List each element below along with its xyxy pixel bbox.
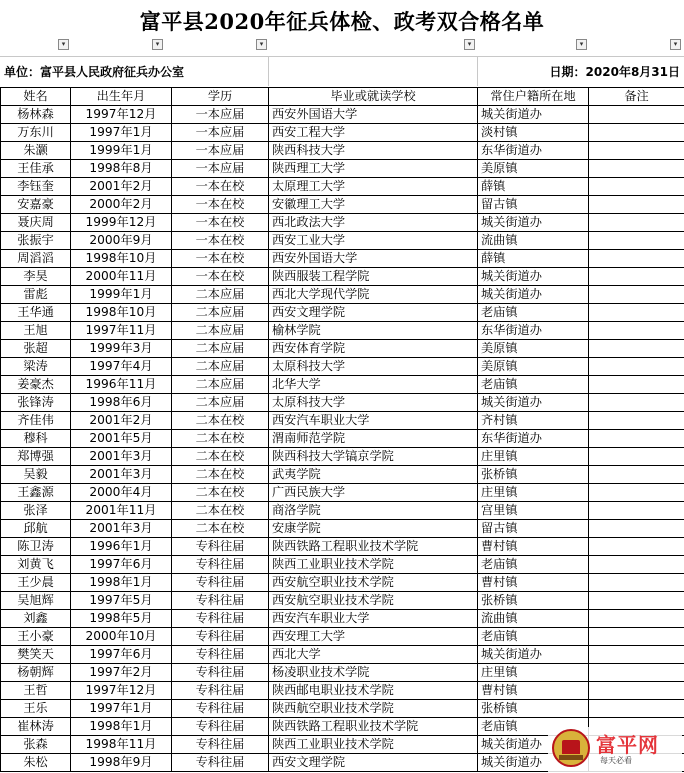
- site-watermark-logo: [548, 727, 682, 773]
- cell-education[interactable]: 专科往届: [172, 682, 269, 700]
- cell-education[interactable]: 一本在校: [172, 250, 269, 268]
- cell-remarks[interactable]: [589, 556, 684, 574]
- cell-residence[interactable]: 城关街道办: [478, 394, 589, 412]
- cell-residence[interactable]: 老庙镇: [478, 628, 589, 646]
- cell-name[interactable]: 杨林森: [1, 106, 71, 124]
- table-row: [1, 610, 684, 628]
- cell-remarks[interactable]: [589, 682, 684, 700]
- cell-school[interactable]: 陕西服装工程学院: [269, 268, 478, 286]
- cell-name[interactable]: 陈卫涛: [1, 538, 71, 556]
- cell-residence[interactable]: 张桥镇: [478, 592, 589, 610]
- cell-birth[interactable]: 1996年11月: [71, 376, 172, 394]
- cell-residence[interactable]: 城关街道办: [478, 736, 589, 754]
- cell-name[interactable]: 郑博强: [1, 448, 71, 466]
- cell-education[interactable]: 一本应届: [172, 142, 269, 160]
- cell-name[interactable]: 吴毅: [1, 466, 71, 484]
- cell-school[interactable]: 陕西铁路工程职业技术学院: [269, 718, 478, 736]
- cell-residence[interactable]: 老庙镇: [478, 376, 589, 394]
- cell-school[interactable]: 西安理工大学: [269, 628, 478, 646]
- cell-birth[interactable]: 2001年3月: [71, 520, 172, 538]
- table-row: [1, 142, 684, 160]
- cell-birth[interactable]: 2001年5月: [71, 430, 172, 448]
- cell-name[interactable]: 安嘉豪: [1, 196, 71, 214]
- cell-education[interactable]: 二本在校: [172, 430, 269, 448]
- cell-remarks[interactable]: [589, 160, 684, 178]
- cell-education[interactable]: 一本在校: [172, 232, 269, 250]
- cell-name[interactable]: 周滔滔: [1, 250, 71, 268]
- table-header-row: [1, 88, 684, 106]
- table-row: [1, 322, 684, 340]
- cell-remarks[interactable]: [589, 484, 684, 502]
- cell-education[interactable]: 二本应届: [172, 286, 269, 304]
- cell-birth[interactable]: 1999年1月: [71, 286, 172, 304]
- cell-education[interactable]: 二本应届: [172, 304, 269, 322]
- cell-residence[interactable]: 曹村镇: [478, 682, 589, 700]
- filter-dropdown-icon[interactable]: ▾: [256, 39, 267, 50]
- cell-birth[interactable]: 2001年2月: [71, 412, 172, 430]
- cell-school[interactable]: 西安文理学院: [269, 754, 478, 772]
- cell-education[interactable]: 一本应届: [172, 160, 269, 178]
- cell-name[interactable]: 张超: [1, 340, 71, 358]
- cell-education[interactable]: 二本在校: [172, 484, 269, 502]
- cell-education[interactable]: 一本应届: [172, 124, 269, 142]
- cell-school[interactable]: 西安外国语大学: [269, 106, 478, 124]
- cell-education[interactable]: 专科往届: [172, 628, 269, 646]
- cell-name[interactable]: 梁涛: [1, 358, 71, 376]
- column-header-residence[interactable]: 常住户籍所在地: [478, 88, 589, 106]
- cell-birth[interactable]: 1999年12月: [71, 214, 172, 232]
- cell-residence[interactable]: 薛镇: [478, 178, 589, 196]
- cell-name[interactable]: 杨朝辉: [1, 664, 71, 682]
- cell-birth[interactable]: 1997年6月: [71, 556, 172, 574]
- issue-date: 日期：2020年8月31日: [549, 65, 680, 79]
- cell-residence[interactable]: 曹村镇: [478, 574, 589, 592]
- filter-dropdown-icon[interactable]: ▾: [576, 39, 587, 50]
- cell-school[interactable]: 安康学院: [269, 520, 478, 538]
- cell-education[interactable]: 专科往届: [172, 592, 269, 610]
- cell-education[interactable]: 一本在校: [172, 268, 269, 286]
- cell-school[interactable]: 陕西理工大学: [269, 160, 478, 178]
- cell-birth[interactable]: 2001年11月: [71, 502, 172, 520]
- cell-school[interactable]: 西安航空职业技术学院: [269, 574, 478, 592]
- qualified-list-table: [0, 87, 684, 772]
- cell-name[interactable]: 邱航: [1, 520, 71, 538]
- cell-remarks[interactable]: [589, 538, 684, 556]
- table-row: [1, 628, 684, 646]
- cell-remarks[interactable]: [589, 502, 684, 520]
- cell-school[interactable]: 陕西工业职业技术学院: [269, 556, 478, 574]
- table-row: [1, 484, 684, 502]
- cell-remarks[interactable]: [589, 304, 684, 322]
- cell-residence[interactable]: 美原镇: [478, 160, 589, 178]
- cell-school[interactable]: 西北政法大学: [269, 214, 478, 232]
- cell-remarks[interactable]: [589, 322, 684, 340]
- cell-education[interactable]: 专科往届: [172, 610, 269, 628]
- cell-remarks[interactable]: [589, 232, 684, 250]
- cell-name[interactable]: 雷彪: [1, 286, 71, 304]
- cell-birth[interactable]: 1998年10月: [71, 250, 172, 268]
- cell-school[interactable]: 西安汽车职业大学: [269, 610, 478, 628]
- cell-name[interactable]: 崔林涛: [1, 718, 71, 736]
- cell-remarks[interactable]: [589, 574, 684, 592]
- cell-education[interactable]: 专科往届: [172, 754, 269, 772]
- cell-residence[interactable]: 齐村镇: [478, 412, 589, 430]
- cell-school[interactable]: 杨凌职业技术学院: [269, 664, 478, 682]
- cell-school[interactable]: 陕西邮电职业技术学院: [269, 682, 478, 700]
- cell-school[interactable]: 太原科技大学: [269, 358, 478, 376]
- table-row: [1, 502, 684, 520]
- cell-school[interactable]: 陕西科技大学镐京学院: [269, 448, 478, 466]
- cell-name[interactable]: 王旭: [1, 322, 71, 340]
- cell-residence[interactable]: 老庙镇: [478, 718, 589, 736]
- cell-birth[interactable]: 1999年3月: [71, 340, 172, 358]
- cell-residence[interactable]: 流曲镇: [478, 232, 589, 250]
- cell-residence[interactable]: 张桥镇: [478, 700, 589, 718]
- cell-residence[interactable]: 城关街道办: [478, 214, 589, 232]
- cell-name[interactable]: 万东川: [1, 124, 71, 142]
- cell-birth[interactable]: 1997年2月: [71, 664, 172, 682]
- cell-school[interactable]: 武夷学院: [269, 466, 478, 484]
- cell-remarks[interactable]: [589, 196, 684, 214]
- cell-remarks[interactable]: [589, 106, 684, 124]
- cell-birth[interactable]: 1998年1月: [71, 718, 172, 736]
- cell-education[interactable]: 一本在校: [172, 196, 269, 214]
- cell-name[interactable]: 张泽: [1, 502, 71, 520]
- cell-residence[interactable]: 老庙镇: [478, 304, 589, 322]
- cell-name[interactable]: 张振宇: [1, 232, 71, 250]
- cell-birth[interactable]: 1997年12月: [71, 682, 172, 700]
- cell-remarks[interactable]: [589, 448, 684, 466]
- column-header-remarks[interactable]: 备注: [589, 88, 684, 106]
- cell-remarks[interactable]: [589, 268, 684, 286]
- cell-remarks[interactable]: [589, 376, 684, 394]
- table-row: [1, 232, 684, 250]
- cell-school[interactable]: 北华大学: [269, 376, 478, 394]
- cell-education[interactable]: 专科往届: [172, 556, 269, 574]
- cell-name[interactable]: 朱灏: [1, 142, 71, 160]
- watermark-name: 富平网: [596, 733, 659, 757]
- cell-birth[interactable]: 2000年10月: [71, 628, 172, 646]
- cell-birth[interactable]: 1998年8月: [71, 160, 172, 178]
- cell-education[interactable]: 专科往届: [172, 574, 269, 592]
- cell-school[interactable]: 太原理工大学: [269, 178, 478, 196]
- filter-dropdown-icon[interactable]: ▾: [670, 39, 681, 50]
- table-row: [1, 700, 684, 718]
- cell-name[interactable]: 刘鑫: [1, 610, 71, 628]
- cell-name[interactable]: 刘黄飞: [1, 556, 71, 574]
- column-header-school[interactable]: 毕业或就读学校: [269, 88, 478, 106]
- cell-school[interactable]: 西安汽车职业大学: [269, 412, 478, 430]
- cell-birth[interactable]: 1998年11月: [71, 736, 172, 754]
- cell-education[interactable]: 二本在校: [172, 520, 269, 538]
- cell-remarks[interactable]: [589, 592, 684, 610]
- cell-name[interactable]: 王佳承: [1, 160, 71, 178]
- cell-name[interactable]: 李昊: [1, 268, 71, 286]
- filter-dropdown-icon[interactable]: ▾: [152, 39, 163, 50]
- table-row: [1, 664, 684, 682]
- cell-residence[interactable]: 薛镇: [478, 250, 589, 268]
- cell-birth[interactable]: 1997年6月: [71, 646, 172, 664]
- table-row: [1, 304, 684, 322]
- cell-birth[interactable]: 1998年6月: [71, 394, 172, 412]
- cell-name[interactable]: 王华通: [1, 304, 71, 322]
- cell-school[interactable]: 西安外国语大学: [269, 250, 478, 268]
- cell-name[interactable]: 王小豪: [1, 628, 71, 646]
- cell-name[interactable]: 聂庆周: [1, 214, 71, 232]
- filter-dropdown-icon[interactable]: ▾: [464, 39, 475, 50]
- table-row: [1, 268, 684, 286]
- table-row: [1, 646, 684, 664]
- cell-birth[interactable]: 1996年1月: [71, 538, 172, 556]
- cell-residence[interactable]: 曹村镇: [478, 538, 589, 556]
- cell-remarks[interactable]: [589, 286, 684, 304]
- cell-residence[interactable]: 留古镇: [478, 520, 589, 538]
- cell-remarks[interactable]: [589, 430, 684, 448]
- column-header-birth[interactable]: 出生年月: [71, 88, 172, 106]
- table-row: [1, 574, 684, 592]
- cell-remarks[interactable]: [589, 394, 684, 412]
- table-row: [1, 466, 684, 484]
- cell-education[interactable]: 专科往届: [172, 646, 269, 664]
- table-row: [1, 286, 684, 304]
- cell-name[interactable]: 齐佳伟: [1, 412, 71, 430]
- cell-residence[interactable]: 庄里镇: [478, 448, 589, 466]
- cell-name[interactable]: 王少晨: [1, 574, 71, 592]
- page-title: 富平县2020年征兵体检、政考双合格名单: [139, 9, 545, 34]
- tower-emblem-icon: [552, 729, 590, 767]
- cell-birth[interactable]: 1997年1月: [71, 700, 172, 718]
- cell-residence[interactable]: 庄里镇: [478, 484, 589, 502]
- cell-birth[interactable]: 2000年4月: [71, 484, 172, 502]
- cell-education[interactable]: 专科往届: [172, 664, 269, 682]
- cell-birth[interactable]: 1997年5月: [71, 592, 172, 610]
- cell-remarks[interactable]: [589, 520, 684, 538]
- table-row: [1, 556, 684, 574]
- cell-education[interactable]: 二本在校: [172, 502, 269, 520]
- cell-school[interactable]: 西北大学: [269, 646, 478, 664]
- cell-remarks[interactable]: [589, 178, 684, 196]
- cell-residence[interactable]: 城关街道办: [478, 754, 589, 772]
- cell-education[interactable]: 一本应届: [172, 106, 269, 124]
- cell-residence[interactable]: 张桥镇: [478, 466, 589, 484]
- cell-residence[interactable]: 美原镇: [478, 340, 589, 358]
- cell-residence[interactable]: 城关街道办: [478, 106, 589, 124]
- cell-education[interactable]: 二本应届: [172, 376, 269, 394]
- cell-remarks[interactable]: [589, 628, 684, 646]
- filter-dropdown-icon[interactable]: ▾: [58, 39, 69, 50]
- cell-birth[interactable]: 1998年9月: [71, 754, 172, 772]
- cell-remarks[interactable]: [589, 610, 684, 628]
- cell-residence[interactable]: 老庙镇: [478, 556, 589, 574]
- cell-school[interactable]: 商洛学院: [269, 502, 478, 520]
- table-row: [1, 592, 684, 610]
- cell-school[interactable]: 太原科技大学: [269, 394, 478, 412]
- cell-birth[interactable]: 2000年11月: [71, 268, 172, 286]
- cell-residence[interactable]: 东华街道办: [478, 142, 589, 160]
- cell-residence[interactable]: 流曲镇: [478, 610, 589, 628]
- cell-residence[interactable]: 淡村镇: [478, 124, 589, 142]
- table-row: [1, 394, 684, 412]
- cell-school[interactable]: 西北大学现代学院: [269, 286, 478, 304]
- cell-school[interactable]: 广西民族大学: [269, 484, 478, 502]
- cell-birth[interactable]: 1997年1月: [71, 124, 172, 142]
- cell-education[interactable]: 二本应届: [172, 340, 269, 358]
- cell-birth[interactable]: 1997年11月: [71, 322, 172, 340]
- table-row: [1, 196, 684, 214]
- table-row: [1, 538, 684, 556]
- cell-residence[interactable]: 城关街道办: [478, 268, 589, 286]
- filter-row: [0, 38, 684, 54]
- table-row: [1, 124, 684, 142]
- cell-remarks[interactable]: [589, 466, 684, 484]
- cell-residence[interactable]: 美原镇: [478, 358, 589, 376]
- cell-name[interactable]: 张森: [1, 736, 71, 754]
- cell-birth[interactable]: 2000年9月: [71, 232, 172, 250]
- cell-school[interactable]: 安徽理工大学: [269, 196, 478, 214]
- cell-name[interactable]: 李钰奎: [1, 178, 71, 196]
- cell-remarks[interactable]: [589, 340, 684, 358]
- cell-school[interactable]: 陕西铁路工程职业技术学院: [269, 538, 478, 556]
- column-header-name[interactable]: 姓名: [1, 88, 71, 106]
- cell-school[interactable]: 陕西科技大学: [269, 142, 478, 160]
- cell-remarks[interactable]: [589, 412, 684, 430]
- table-row: [1, 682, 684, 700]
- table-row: [1, 250, 684, 268]
- cell-education[interactable]: 二本应届: [172, 358, 269, 376]
- cell-name[interactable]: 樊笑天: [1, 646, 71, 664]
- cell-residence[interactable]: 留古镇: [478, 196, 589, 214]
- cell-education[interactable]: 二本应届: [172, 322, 269, 340]
- cell-birth[interactable]: 2001年3月: [71, 448, 172, 466]
- cell-education[interactable]: 专科往届: [172, 736, 269, 754]
- cell-education[interactable]: 专科往届: [172, 538, 269, 556]
- cell-name[interactable]: 穆科: [1, 430, 71, 448]
- cell-birth[interactable]: 1997年4月: [71, 358, 172, 376]
- cell-residence[interactable]: 宫里镇: [478, 502, 589, 520]
- cell-name[interactable]: 张锋涛: [1, 394, 71, 412]
- cell-remarks[interactable]: [589, 700, 684, 718]
- table-row: [1, 376, 684, 394]
- cell-remarks[interactable]: [589, 664, 684, 682]
- cell-remarks[interactable]: [589, 124, 684, 142]
- cell-residence[interactable]: 庄里镇: [478, 664, 589, 682]
- cell-residence[interactable]: 城关街道办: [478, 646, 589, 664]
- cell-residence[interactable]: 东华街道办: [478, 322, 589, 340]
- cell-residence[interactable]: 东华街道办: [478, 430, 589, 448]
- cell-education[interactable]: 专科往届: [172, 700, 269, 718]
- cell-name[interactable]: 朱松: [1, 754, 71, 772]
- table-row: [1, 448, 684, 466]
- cell-school[interactable]: 西安文理学院: [269, 304, 478, 322]
- cell-name[interactable]: 吴旭辉: [1, 592, 71, 610]
- table-row: [1, 520, 684, 538]
- table-row: [1, 106, 684, 124]
- table-row: [1, 430, 684, 448]
- cell-school[interactable]: 渭南师范学院: [269, 430, 478, 448]
- watermark-slogan: 每天必看: [600, 756, 632, 765]
- table-row: [1, 340, 684, 358]
- column-header-education[interactable]: 学历: [172, 88, 269, 106]
- cell-remarks[interactable]: [589, 358, 684, 376]
- cell-remarks[interactable]: [589, 250, 684, 268]
- cell-school[interactable]: 西安航空职业技术学院: [269, 592, 478, 610]
- cell-school[interactable]: 西安工业大学: [269, 232, 478, 250]
- cell-birth[interactable]: 1997年12月: [71, 106, 172, 124]
- cell-education[interactable]: 一本在校: [172, 214, 269, 232]
- cell-name[interactable]: 王鑫源: [1, 484, 71, 502]
- cell-remarks[interactable]: [589, 646, 684, 664]
- cell-remarks[interactable]: [589, 142, 684, 160]
- table-row: [1, 358, 684, 376]
- cell-name[interactable]: 王哲: [1, 682, 71, 700]
- table-row: [1, 178, 684, 196]
- cell-residence[interactable]: 城关街道办: [478, 286, 589, 304]
- cell-birth[interactable]: 1998年10月: [71, 304, 172, 322]
- cell-birth[interactable]: 1998年1月: [71, 574, 172, 592]
- cell-birth[interactable]: 1999年1月: [71, 142, 172, 160]
- issuing-unit: 单位：富平县人民政府征兵办公室: [4, 65, 185, 79]
- cell-education[interactable]: 二本在校: [172, 412, 269, 430]
- cell-school[interactable]: 陕西工业职业技术学院: [269, 736, 478, 754]
- cell-education[interactable]: 一本在校: [172, 178, 269, 196]
- cell-education[interactable]: 二本在校: [172, 466, 269, 484]
- cell-education[interactable]: 二本在校: [172, 448, 269, 466]
- table-row: [1, 214, 684, 232]
- cell-birth[interactable]: 2001年3月: [71, 466, 172, 484]
- cell-remarks[interactable]: [589, 214, 684, 232]
- cell-name[interactable]: 王乐: [1, 700, 71, 718]
- cell-school[interactable]: 榆林学院: [269, 322, 478, 340]
- cell-education[interactable]: 二本应届: [172, 394, 269, 412]
- cell-birth[interactable]: 1998年5月: [71, 610, 172, 628]
- cell-birth[interactable]: 2000年2月: [71, 196, 172, 214]
- cell-school[interactable]: 西安体育学院: [269, 340, 478, 358]
- cell-education[interactable]: 专科往届: [172, 718, 269, 736]
- cell-birth[interactable]: 2001年2月: [71, 178, 172, 196]
- cell-school[interactable]: 陕西航空职业技术学院: [269, 700, 478, 718]
- cell-school[interactable]: 西安工程大学: [269, 124, 478, 142]
- table-row: [1, 412, 684, 430]
- cell-name[interactable]: 姜豪杰: [1, 376, 71, 394]
- table-row: [1, 160, 684, 178]
